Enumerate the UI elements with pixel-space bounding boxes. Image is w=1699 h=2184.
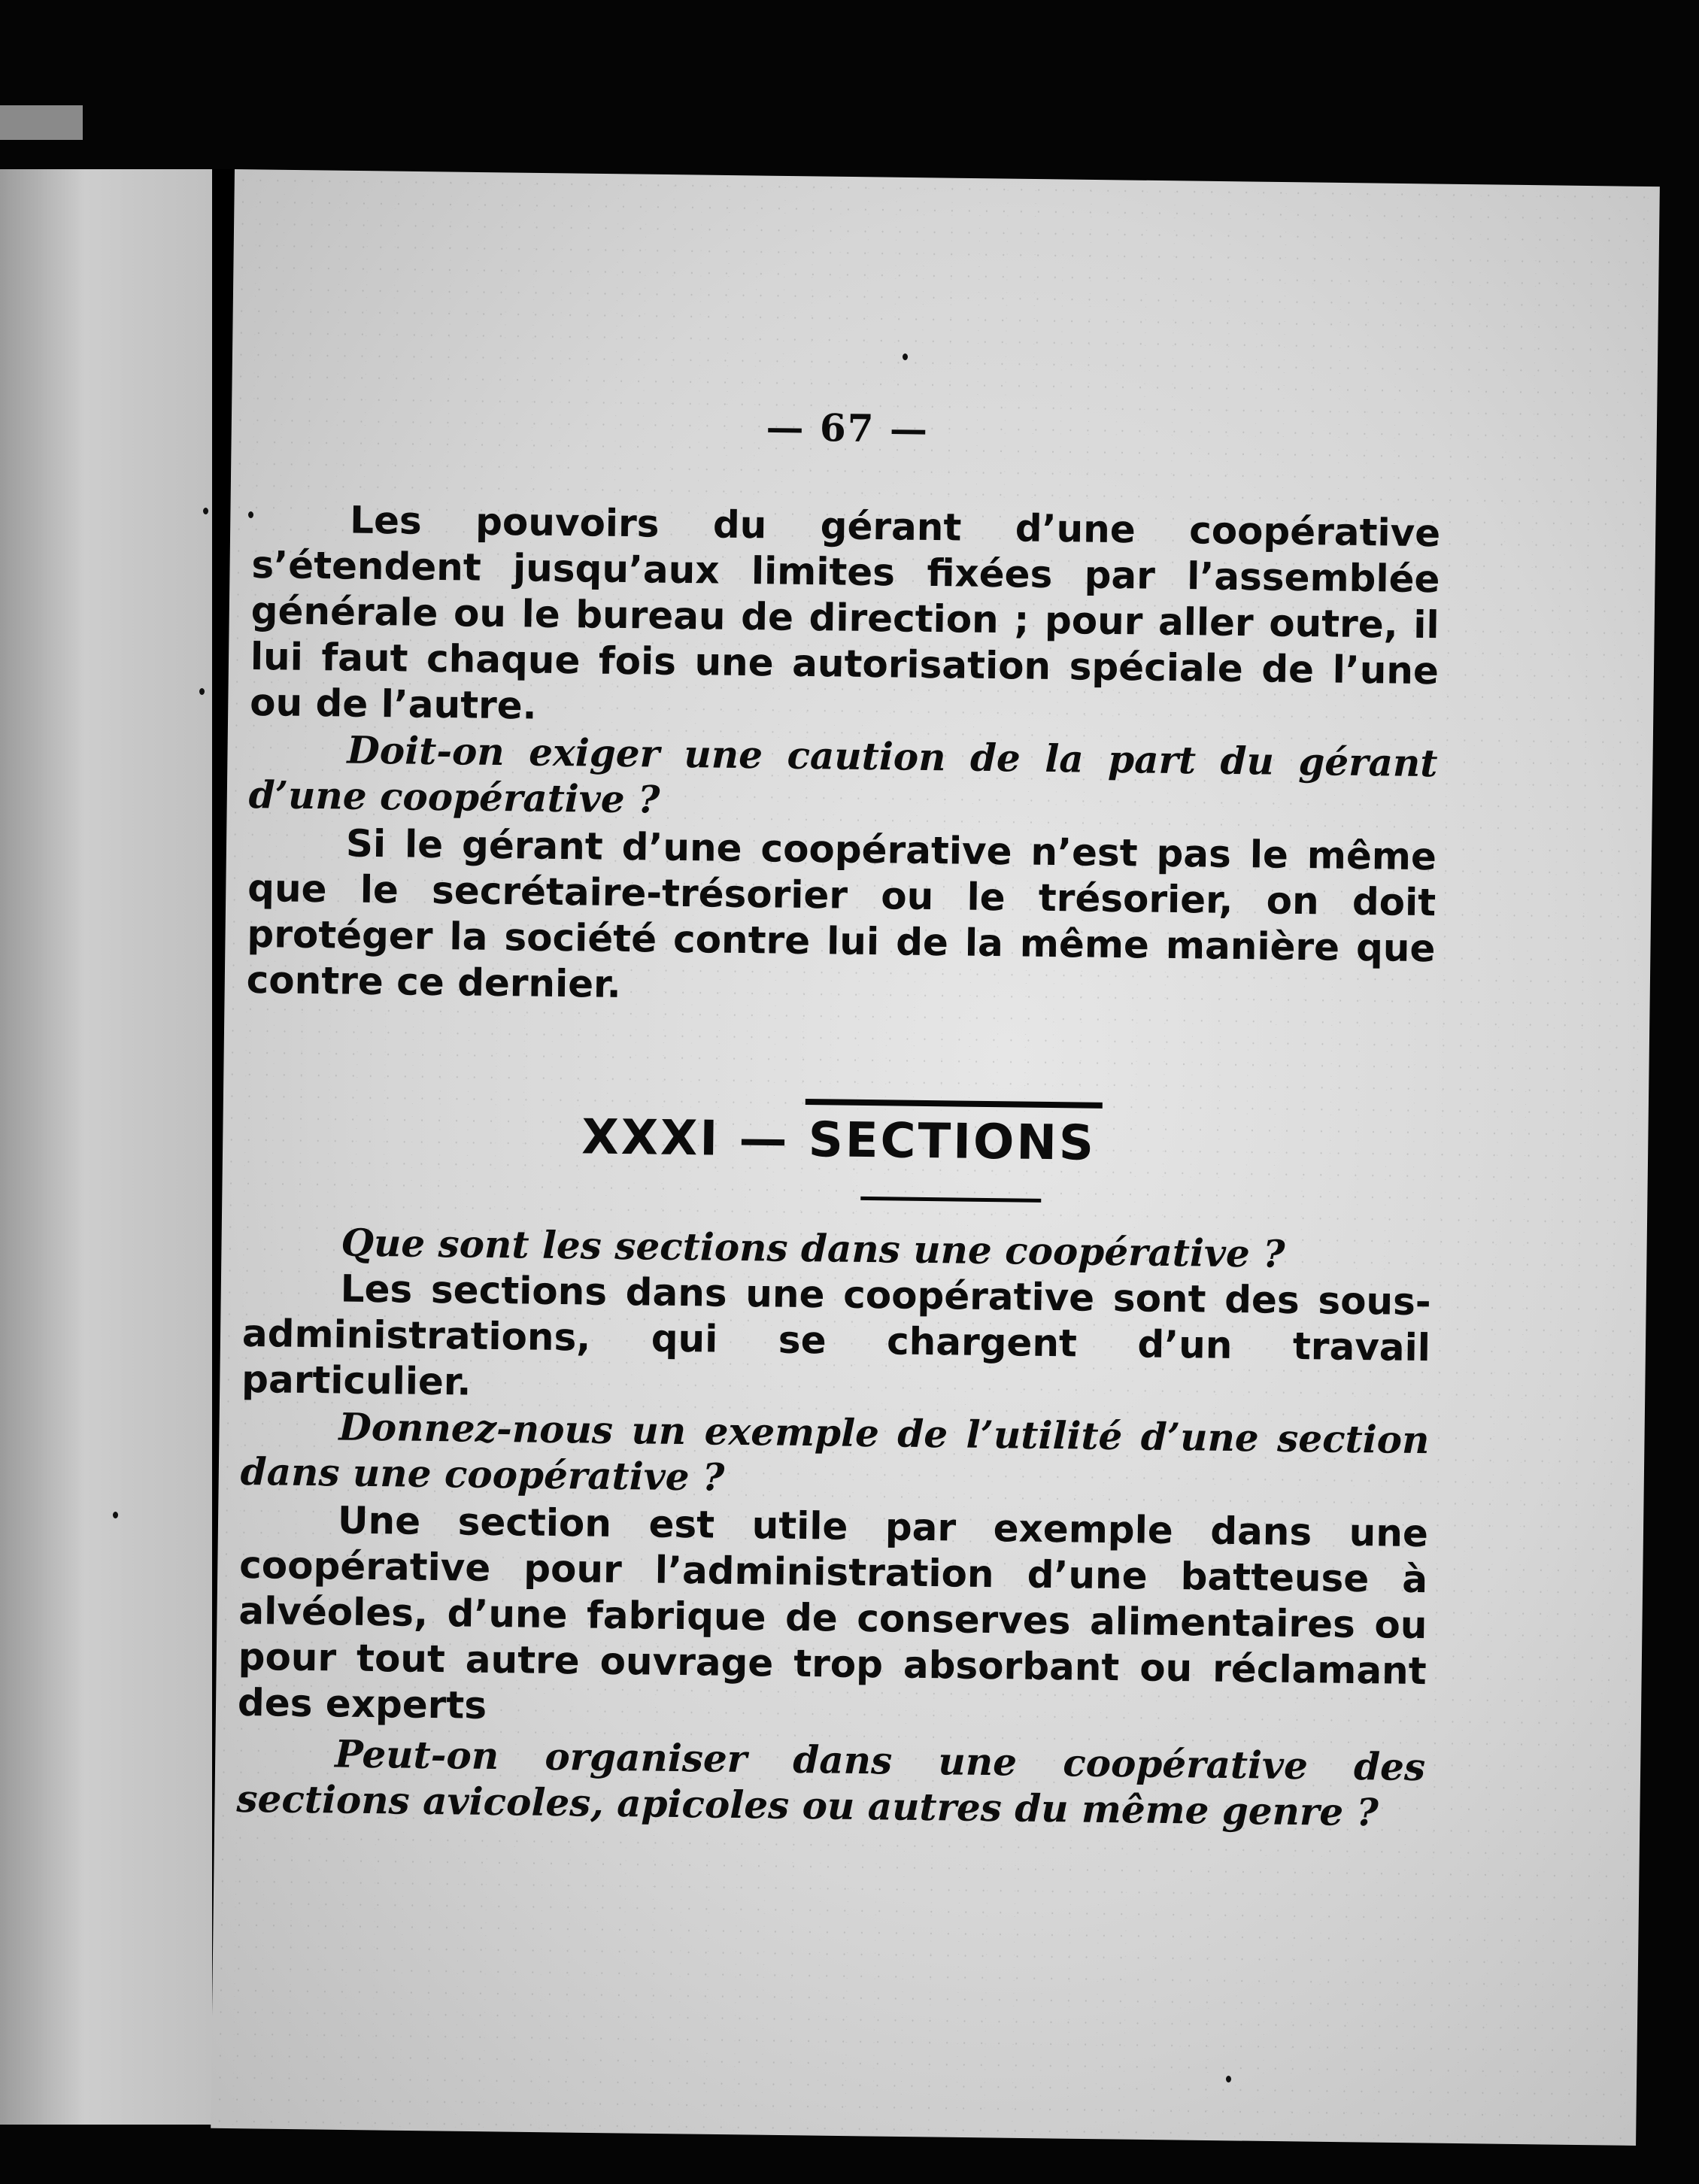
section-heading: XXXI — SECTIONS xyxy=(581,1109,1097,1172)
answer-section-example: Une section est utile par exemple dans une coopérative pour l’administration d’une batteuse à alvéoles, d’une fabrique de conserves alimentaires ou pour tout autre ouvrage trop absorbant ou réclamant des experts xyxy=(237,1498,1429,1727)
scan-edge-strip xyxy=(0,105,83,140)
paragraph-manager-powers: Les pouvoirs du gérant d’une coopérative s’étendent jusqu’aux limites fixées par l’assemblée générale ou le bureau de direction ; pour aller outre, il lui faut chaque fois une autorisation spéciale de l’une ou de l’autre. xyxy=(249,498,1441,728)
question-section-example: Donnez-nous un exemple de l’utilité d’une section dans une coopérative ? xyxy=(240,1404,1430,1500)
question-what-are-sections: Que sont les sections dans une coopérative ? xyxy=(341,1220,1285,1276)
left-page-edge xyxy=(0,169,212,2125)
scan-speck xyxy=(203,508,208,514)
scan-speck xyxy=(199,688,205,695)
scan-speck xyxy=(248,511,253,518)
scan-speck xyxy=(113,1512,118,1518)
answer-caution: Si le gérant d’une coopérative n’est pas le même que le secrétaire-trésorier ou le trésorier, on doit protéger la société contre lui de la même manière que contre ce dernier. xyxy=(246,821,1437,1007)
scan-speck xyxy=(1226,2076,1231,2082)
question-poultry-bee-sections: Peut-on organiser dans une coopérative des sections avicoles, apicoles ou autres du même genre ? xyxy=(236,1731,1426,1835)
question-caution: Doit-on exiger une caution de la part du gérant d’une coopérative ? xyxy=(248,727,1438,822)
answer-what-are-sections: Les sections dans une coopérative sont des sous-administrations, qui se chargent d’un travail particulier. xyxy=(241,1266,1431,1404)
scan-speck xyxy=(903,353,908,360)
page-number: — 67 — xyxy=(766,405,930,451)
